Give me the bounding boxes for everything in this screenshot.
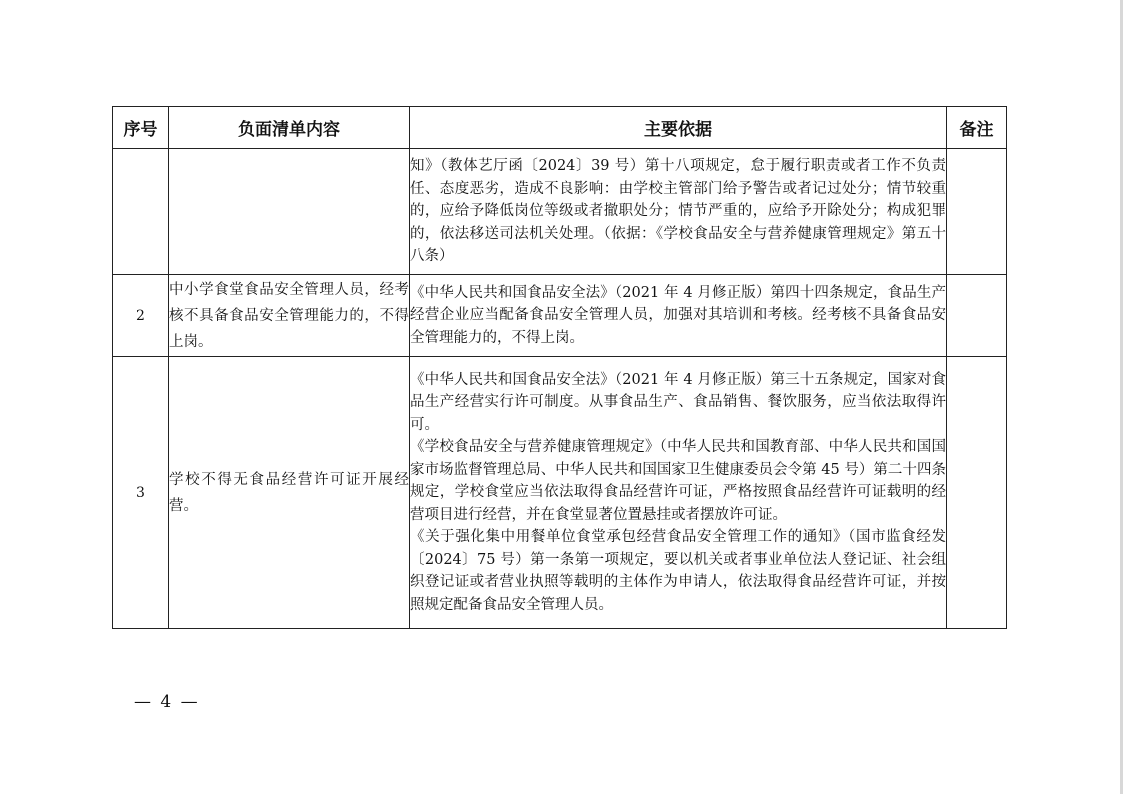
table-row: [113, 149, 1007, 275]
basis-paragraph: 《关于强化集中用餐单位食堂承包经营食品安全管理工作的通知》（国市监食经发〔2024〕75 号）第一条第一项规定，要以机关或者事业单位法人登记证、社会组织登记证或者营业执照等载明的主体作为申请人，依法取得食品经营许可证，并按照规定配备食品安全管理人员。: [410, 529, 946, 613]
row-remark: [947, 275, 1007, 357]
row-basis: [410, 275, 947, 357]
basis-paragraph: 《中华人民共和国食品安全法》（2021 年 4 月修正版）第三十五条规定，国家对食品生产经营实行许可制度。从事食品生产、食品销售、餐饮服务，应当依法取得许可。: [410, 371, 946, 433]
row-remark: [947, 149, 1007, 275]
row-remark: [947, 357, 1007, 629]
header-remark: 备注: [947, 107, 1007, 149]
row-seq: 3: [113, 357, 169, 629]
header-basis: 主要依据: [410, 107, 947, 149]
row-seq: [113, 149, 169, 275]
row-seq: 2: [113, 275, 169, 357]
row-basis: [410, 149, 947, 275]
basis-paragraph: 知》（教体艺厅函〔2024〕39 号）第十八项规定，怠于履行职责或者工作不负责任、态度恶劣，造成不良影响：由学校主管部门给予警告或者记过处分；情节较重的，应给予降低岗位等级或者撤职处分；情节严重的，应给予开除处分；构成犯罪的，依法移送司法机关处理。（依据：《学校食品安全与营养健康管理规定》第五十八条）: [410, 158, 946, 265]
basis-paragraph: 《学校食品安全与营养健康管理规定》（中华人民共和国教育部、中华人民共和国国家市场监督管理总局、中华人民共和国国家卫生健康委员会令第 45 号）第二十四条规定，学校食堂应当依法取得食品经营许可证，严格按照食品经营许可证载明的经营项目进行经营，并在食堂显著位置悬挂或者摆放许可证。: [410, 439, 946, 523]
negative-list-table: [112, 106, 1007, 629]
header-seq: 序号: [113, 107, 169, 149]
basis-paragraph: 《中华人民共和国食品安全法》（2021 年 4 月修正版）第四十四条规定，食品生产经营企业应当配备食品安全管理人员，加强对其培训和考核。经考核不具备食品安全管理能力的，不得上岗。: [410, 284, 946, 346]
row-content: 中小学食堂食品安全管理人员，经考核不具备食品安全管理能力的，不得上岗。: [169, 275, 410, 357]
row-content: [169, 149, 410, 275]
table-row: [113, 275, 1007, 357]
header-content: 负面清单内容: [169, 107, 410, 149]
page-number: — 4 —: [134, 692, 200, 712]
table-row: [113, 357, 1007, 629]
row-basis: [410, 357, 947, 629]
row-content: 学校不得无食品经营许可证开展经营。: [169, 357, 410, 629]
table-header-row: [113, 107, 1007, 149]
